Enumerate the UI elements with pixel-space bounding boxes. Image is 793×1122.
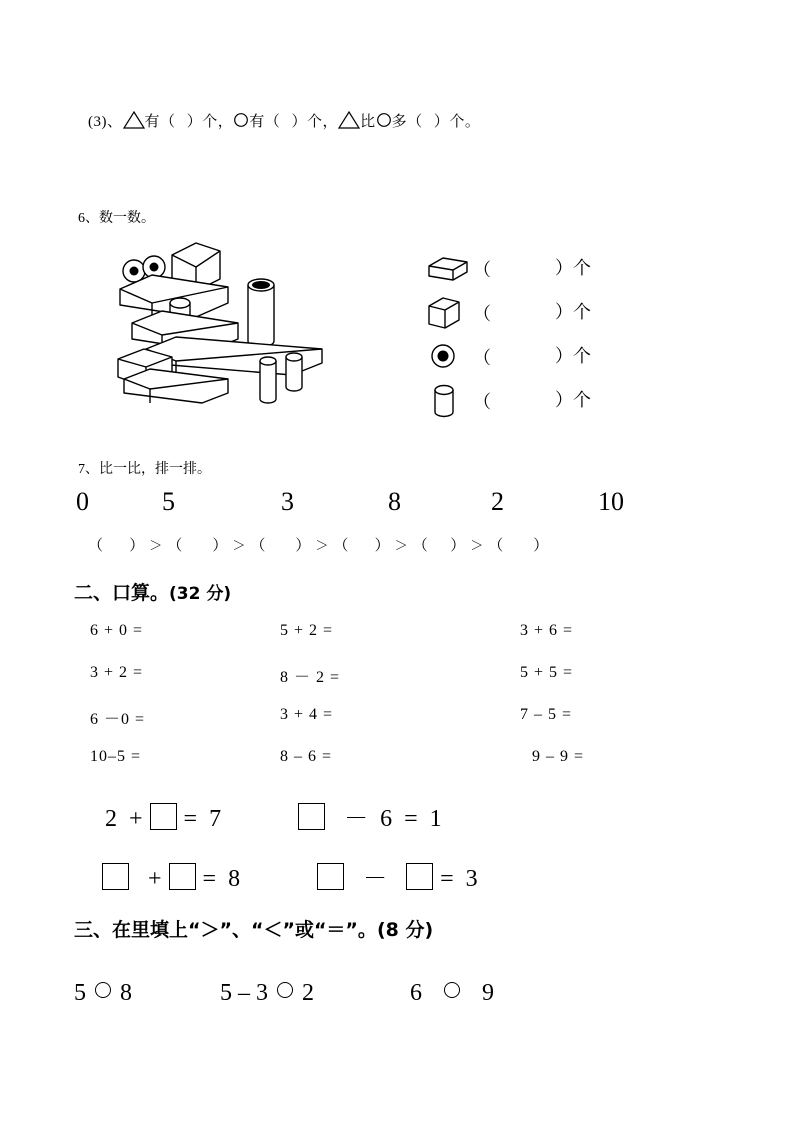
q7-sign: ＞ (470, 538, 484, 553)
answer-box[interactable] (317, 863, 344, 890)
section-3-points: (8 分) (376, 919, 434, 941)
question-3-seg1b: ）个， (186, 114, 234, 130)
question-3-seg2b: ）个， (291, 114, 339, 130)
comparison-item (220, 980, 314, 1007)
comparison-left: 5 – 3 (220, 980, 268, 1006)
question-3-line (88, 110, 480, 131)
question-3-seg2a: 有（ (249, 114, 281, 130)
block-stack-illustration (110, 237, 350, 422)
answer-box[interactable] (169, 863, 196, 890)
calc-cell: 8 – 6 = (280, 748, 333, 765)
q7-blank-close: ） (533, 538, 549, 554)
section-2-points: (32 分) (169, 584, 232, 604)
q7-blank-open: （ (250, 538, 266, 554)
box-eq-equals: = (404, 806, 418, 832)
q7-blank-close: ） (212, 538, 228, 554)
q7-number: 10 (598, 487, 624, 516)
cylinder-icon (425, 382, 471, 422)
comparison-right: 8 (120, 980, 132, 1006)
oral-calculation-grid (90, 622, 730, 790)
calc-row (90, 706, 730, 748)
legend-unit: ）个 (555, 258, 591, 278)
box-eq-operator: － (363, 866, 388, 892)
calc-cell: 3 + 2 = (90, 664, 144, 681)
q7-sign: ＞ (394, 538, 408, 553)
q7-number: 8 (388, 487, 401, 516)
calc-row (90, 748, 730, 790)
calc-cell: 9 – 9 = (532, 748, 585, 765)
q7-blank-close: ） (129, 538, 145, 554)
box-eq-operator: + (129, 806, 143, 832)
calc-cell: 7 – 5 = (520, 706, 573, 723)
question-3-seg3c: ）个。 (433, 114, 481, 130)
question-3-prefix: (3)、 (88, 114, 123, 130)
calc-cell: 3 + 4 = (280, 706, 334, 723)
legend-unit: ）个 (555, 390, 591, 410)
question-3-seg3b: 多（ (391, 114, 423, 130)
q7-blank-close: ） (450, 538, 466, 554)
comparison-row (74, 980, 494, 1007)
q7-blank-close: ） (374, 538, 390, 554)
box-eq-result: 8 (228, 866, 241, 892)
legend-blank: （ (473, 304, 501, 324)
comparison-left: 5 (74, 980, 86, 1006)
section-3-title (74, 915, 433, 942)
box-equation-row-2 (95, 858, 478, 893)
answer-box[interactable] (150, 803, 177, 830)
box-eq-result: 3 (465, 866, 478, 892)
calc-cell: 5 + 5 = (520, 664, 574, 681)
calc-cell: 8 － 2 = (280, 669, 341, 686)
comparison-blank-circle[interactable] (95, 982, 111, 998)
flat-cuboid-icon (425, 250, 471, 290)
q7-sign: ＞ (149, 538, 163, 553)
triangle-icon (123, 111, 145, 129)
box-eq-operand: 6 (380, 806, 393, 832)
q7-blank-open: （ (488, 538, 504, 554)
calc-cell: 6 + 0 = (90, 622, 144, 639)
legend-blank: （ (473, 348, 501, 368)
answer-box[interactable] (406, 863, 433, 890)
circle-icon (376, 112, 392, 128)
q7-blank-open: （ (333, 538, 349, 554)
comparison-right: 9 (482, 980, 494, 1006)
calc-row (90, 622, 730, 664)
q7-sign: ＞ (315, 538, 329, 553)
q7-blank-open: （ (412, 538, 428, 554)
answer-box[interactable] (298, 803, 325, 830)
box-eq-result: 1 (429, 806, 442, 832)
section-3-heading: 三、在里填上“＞”、“＜”或“＝”。 (74, 919, 377, 941)
q7-number: 0 (76, 487, 89, 516)
legend-unit: ）个 (555, 346, 591, 366)
comparison-right: 2 (302, 980, 314, 1006)
q7-blank-open: （ (167, 538, 183, 554)
comparison-blank-circle[interactable] (444, 982, 460, 998)
section-2-heading: 二、口算。 (74, 582, 170, 604)
box-eq-operand: 2 (105, 806, 117, 832)
circle-icon (233, 112, 249, 128)
calc-cell: 3 + 6 = (520, 622, 574, 639)
q7-number: 5 (162, 487, 175, 516)
question-6-label: 6、数一数。 (78, 211, 155, 226)
question-3-seg1a: 有（ (144, 114, 176, 130)
calc-row (90, 664, 730, 706)
calc-cell: 6 －0 = (90, 711, 146, 728)
section-2-title (74, 578, 231, 605)
box-eq-result: 7 (209, 806, 222, 832)
comparison-item (410, 980, 494, 1007)
question-7-label: 7、比一比，排一排。 (78, 462, 211, 477)
box-equation-row-1 (105, 798, 442, 833)
box-eq-equals: = (202, 866, 217, 892)
q7-sign: ＞ (232, 538, 246, 553)
legend-blank: （ (473, 260, 501, 280)
sphere-icon (425, 338, 471, 378)
triangle-icon (338, 111, 360, 129)
q7-number: 2 (491, 487, 504, 516)
comparison-item (74, 980, 132, 1007)
question-3-seg3a: 比 (360, 114, 376, 130)
legend-blank: （ (473, 392, 501, 412)
answer-box[interactable] (102, 863, 129, 890)
cube-icon (425, 294, 471, 334)
q7-number: 3 (281, 487, 294, 516)
calc-cell: 5 + 2 = (280, 622, 334, 639)
box-eq-equals: = (183, 806, 198, 832)
q7-blank-close: ） (295, 538, 311, 554)
comparison-blank-circle[interactable] (277, 982, 293, 998)
q7-blank-open: （ (88, 538, 104, 554)
box-eq-operator: + (148, 866, 162, 892)
calc-cell: 10–5 = (90, 748, 142, 765)
question-7-compare-row (88, 534, 548, 555)
box-eq-operator: － (344, 806, 369, 832)
box-eq-equals: = (440, 866, 454, 892)
legend-unit: ）个 (555, 302, 591, 322)
comparison-left: 6 (410, 980, 422, 1006)
